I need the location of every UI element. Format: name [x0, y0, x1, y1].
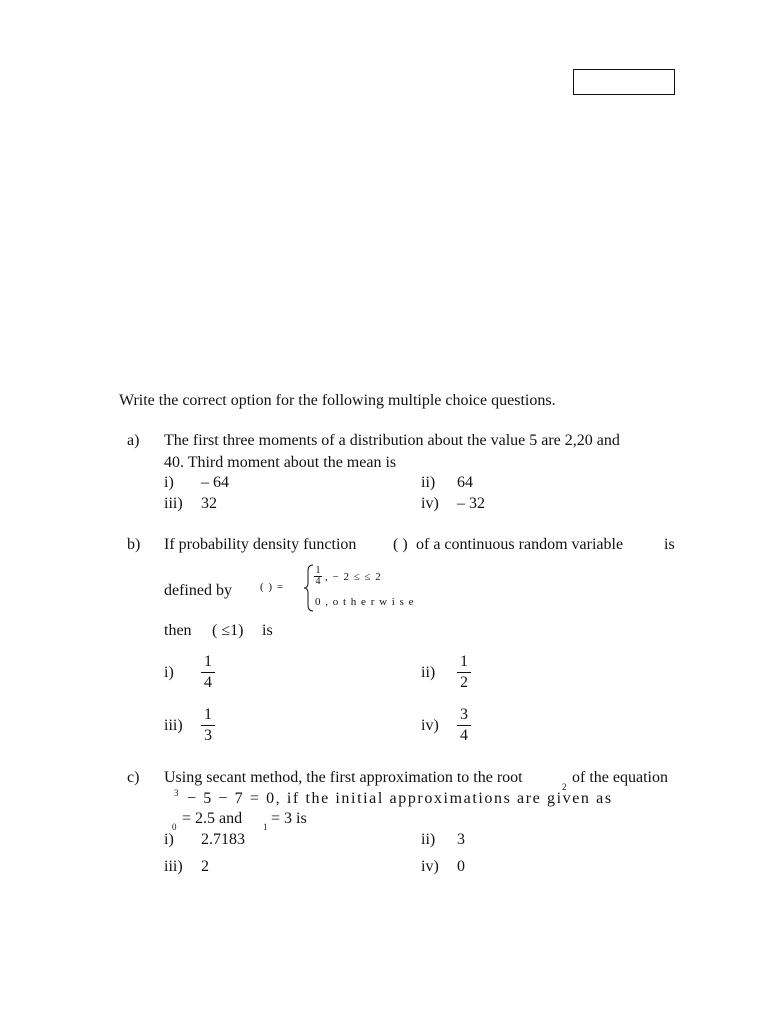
fraction-bar — [457, 672, 471, 673]
question-b-option4-label: iv) — [421, 717, 439, 734]
question-b-piece1-den: 4 — [315, 576, 321, 587]
question-a-option1-value: – 64 — [201, 474, 229, 491]
option1-denominator: 4 — [204, 674, 212, 691]
question-c-option3-value: 2 — [201, 858, 209, 875]
question-b-option1-fraction — [198, 653, 218, 692]
question-b-option3-fraction — [198, 706, 218, 745]
option1-numerator: 1 — [204, 653, 212, 670]
question-c-option4-label: iv) — [421, 858, 439, 875]
question-b-probability: ( ≤1) — [212, 622, 244, 639]
question-a-line2: 40. Third moment about the mean is — [164, 454, 397, 471]
question-b-function-paren: ( ) — [393, 536, 408, 553]
question-c-option3-label: iii) — [164, 858, 183, 875]
question-b-line1-mid: of a continuous random variable — [416, 536, 624, 553]
question-b-piece1-num: 1 — [315, 565, 321, 576]
option3-numerator: 1 — [204, 706, 212, 723]
question-a-option1-label: i) — [164, 474, 174, 491]
fraction-bar — [201, 725, 215, 726]
question-b-piece2: 0 , o t h e r w i s e — [315, 596, 415, 608]
question-c-option2-label: ii) — [421, 831, 436, 848]
option3-denominator: 3 — [204, 727, 212, 744]
question-c-equation-superscript: 3 — [174, 788, 179, 798]
question-b-label: b) — [127, 536, 141, 553]
question-b-option4-fraction — [454, 706, 474, 745]
question-b-option3-label: iii) — [164, 717, 183, 734]
question-b-then: then — [164, 622, 192, 639]
question-b-piece1-fraction — [313, 566, 323, 587]
question-c-root-subscript: 2 — [562, 782, 567, 792]
question-c-line3b: = 3 is — [271, 810, 307, 827]
question-c-label: c) — [127, 769, 140, 786]
question-b-line1-end: is — [664, 536, 675, 553]
question-b-option2-fraction — [454, 653, 474, 692]
question-a-option3-value: 32 — [201, 495, 217, 512]
question-b-function-def: ( ) = — [260, 581, 285, 593]
question-c-option1-value: 2.7183 — [201, 831, 245, 848]
question-b-option2-label: ii) — [421, 664, 436, 681]
question-c-option4-value: 0 — [457, 858, 465, 875]
fraction-bar — [457, 725, 471, 726]
question-b-line1-start: If probability density function — [164, 536, 357, 553]
question-c-subscript0: 0 — [172, 822, 177, 832]
question-b-defined-by: defined by — [164, 582, 232, 599]
question-b-is: is — [262, 622, 273, 639]
question-a-option4-label: iv) — [421, 495, 439, 512]
question-a-label: a) — [127, 432, 140, 449]
question-a-option4-value: – 32 — [457, 495, 485, 512]
question-a-line1: The first three moments of a distribution about the value 5 are 2,20 and — [164, 432, 620, 449]
question-b-piece1-condition: , − 2 ≤ ≤ 2 — [325, 571, 382, 583]
header-box — [573, 69, 675, 95]
option4-denominator: 4 — [460, 727, 468, 744]
question-c-line1-start: Using secant method, the first approximation to the root — [164, 769, 523, 786]
option2-denominator: 2 — [460, 674, 468, 691]
option4-numerator: 3 — [460, 706, 468, 723]
instruction-text: Write the correct option for the following multiple choice questions. — [119, 392, 556, 409]
question-a-option2-label: ii) — [421, 474, 436, 491]
fraction-bar — [201, 672, 215, 673]
question-c-line1-end: of the equation — [572, 769, 668, 786]
question-c-subscript1: 1 — [263, 822, 268, 832]
question-a-option3-label: iii) — [164, 495, 183, 512]
question-c-option1-label: i) — [164, 831, 174, 848]
question-c-option2-value: 3 — [457, 831, 465, 848]
question-c-line3a: = 2.5 and — [182, 810, 243, 827]
question-b-option1-label: i) — [164, 664, 174, 681]
option2-numerator: 1 — [460, 653, 468, 670]
question-c-line2: − 5 − 7 = 0, if the initial approximations are given as — [187, 790, 613, 807]
question-a-option2-value: 64 — [457, 474, 473, 491]
